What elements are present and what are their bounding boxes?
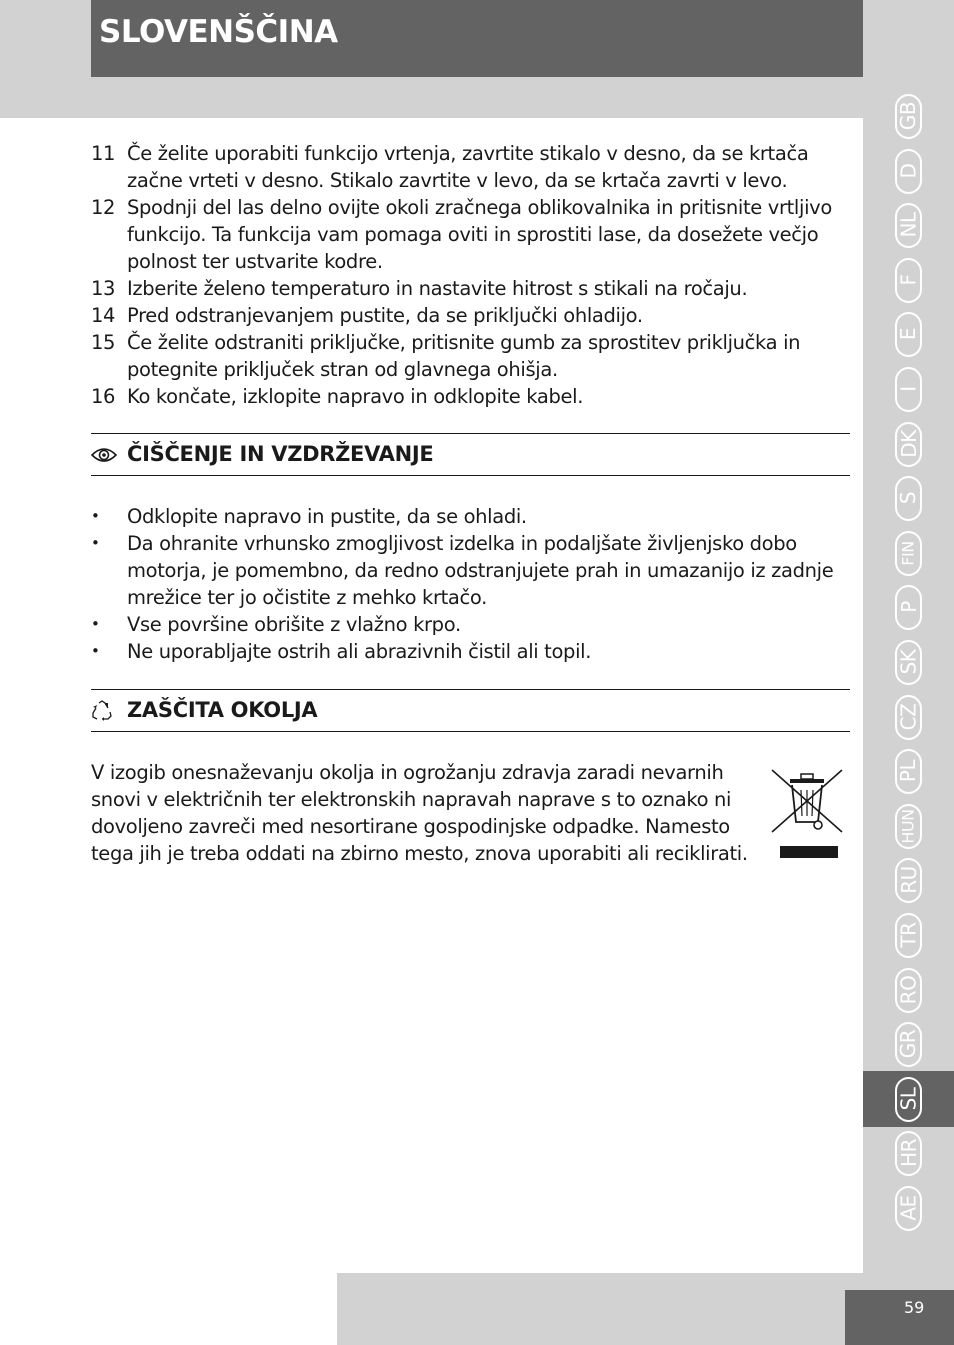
language-tabs bbox=[863, 88, 954, 1248]
tab-sl[interactable] bbox=[863, 1071, 954, 1127]
tab-tr[interactable] bbox=[863, 907, 954, 963]
tab-gb[interactable] bbox=[863, 88, 954, 144]
tab-circle bbox=[895, 968, 922, 1013]
environment-section-heading bbox=[91, 689, 850, 732]
tab-cz[interactable] bbox=[863, 689, 954, 745]
tab-label: NL bbox=[896, 212, 921, 238]
tab-circle bbox=[895, 1022, 922, 1067]
step-item bbox=[91, 194, 850, 275]
step-number: 12 bbox=[91, 196, 116, 219]
tab-circle bbox=[895, 1077, 922, 1122]
eye-icon bbox=[91, 444, 117, 466]
step-item bbox=[91, 383, 850, 410]
page-title: SLOVENŠČINA bbox=[99, 14, 338, 50]
cleaning-item: • Ne uporabljajte ostrih ali abrazivnih čistil ali topil. bbox=[91, 638, 850, 665]
tab-label: PL bbox=[896, 759, 921, 783]
tab-gr[interactable] bbox=[863, 1016, 954, 1072]
tab-label: F bbox=[896, 274, 921, 286]
cleaning-list bbox=[91, 503, 850, 665]
tab-sk[interactable] bbox=[863, 634, 954, 690]
tab-label: CZ bbox=[896, 703, 921, 731]
tab-label: RO bbox=[896, 975, 921, 1005]
step-text: Spodnji del las delno ovijte okoli zračnega oblikovalnika in pritisnite vrtljivo funkcijo. Ta funkcija vam pomaga oviti in sprostiti lase, da dosežete večjo polnost ter ustvarite kodre. bbox=[127, 196, 832, 273]
recycle-icon bbox=[91, 700, 117, 722]
tab-fin[interactable] bbox=[863, 525, 954, 581]
step-text: Pred odstranjevanjem pustite, da se priključki ohladijo. bbox=[127, 304, 643, 327]
step-text: Če želite uporabiti funkcijo vrtenja, zavrtite stikalo v desno, da se krtača začne vrteti v desno. Stikalo zavrtite v levo, da se krtača zavrti v levo. bbox=[127, 142, 809, 192]
tab-label: GR bbox=[896, 1029, 921, 1059]
step-number: 13 bbox=[91, 277, 116, 300]
page-number-box bbox=[845, 1290, 954, 1345]
page-number: 59 bbox=[904, 1298, 925, 1317]
main-content bbox=[91, 140, 850, 867]
step-text: Izberite želeno temperaturo in nastavite hitrost s stikali na ročaju. bbox=[127, 277, 748, 300]
cleaning-item: • Vse površine obrišite z vlažno krpo. bbox=[91, 611, 850, 638]
tab-dk[interactable] bbox=[863, 416, 954, 472]
tab-label: GB bbox=[896, 101, 921, 131]
cleaning-section-heading bbox=[91, 433, 850, 476]
step-item bbox=[91, 275, 850, 302]
tab-circle bbox=[895, 640, 922, 685]
tab-label: FIN bbox=[899, 540, 919, 566]
tab-circle bbox=[895, 585, 922, 630]
tab-ro[interactable] bbox=[863, 962, 954, 1018]
tab-circle bbox=[895, 203, 922, 248]
tab-pl[interactable] bbox=[863, 743, 954, 799]
tab-label: DK bbox=[896, 430, 921, 458]
cleaning-title: ČIŠČENJE IN VZDRŽEVANJE bbox=[127, 442, 434, 466]
tab-ru[interactable] bbox=[863, 852, 954, 908]
step-text: Če želite odstraniti priključke, pritisnite gumb za sprostitev priključka in potegnite priključek stran od glavnega ohišja. bbox=[127, 331, 801, 381]
footer-white-area bbox=[0, 1273, 337, 1345]
environment-title: ZAŠČITA OKOLJA bbox=[127, 698, 318, 722]
step-number: 16 bbox=[91, 385, 116, 408]
tab-label: I bbox=[896, 386, 921, 392]
steps-list bbox=[91, 140, 850, 410]
tab-label: S bbox=[896, 491, 921, 505]
tab-label: D bbox=[896, 163, 921, 179]
tab-circle bbox=[895, 695, 922, 740]
tab-p[interactable] bbox=[863, 579, 954, 635]
tab-circle bbox=[895, 149, 922, 194]
tab-label: SL bbox=[896, 1087, 921, 1111]
tab-circle bbox=[895, 476, 922, 521]
tab-circle bbox=[895, 913, 922, 958]
tab-e[interactable] bbox=[863, 306, 954, 362]
cleaning-item: • Odklopite napravo in pustite, da se ohladi. bbox=[91, 503, 850, 530]
tab-i[interactable] bbox=[863, 361, 954, 417]
tab-circle bbox=[895, 1186, 922, 1231]
tab-label: HR bbox=[896, 1139, 921, 1167]
tab-label: SK bbox=[896, 649, 921, 675]
tab-circle bbox=[895, 94, 922, 139]
tab-hun[interactable] bbox=[863, 798, 954, 854]
tab-label: HUN bbox=[899, 808, 918, 844]
tab-ae[interactable] bbox=[863, 1180, 954, 1236]
tab-f[interactable] bbox=[863, 252, 954, 308]
tab-label: P bbox=[896, 601, 921, 613]
step-text: Ko končate, izklopite napravo in odklopite kabel. bbox=[127, 385, 584, 408]
step-item bbox=[91, 329, 850, 383]
tab-d[interactable] bbox=[863, 143, 954, 199]
tab-label: E bbox=[896, 327, 921, 341]
step-number: 15 bbox=[91, 331, 116, 354]
tab-circle bbox=[895, 1131, 922, 1176]
tab-label: TR bbox=[896, 922, 921, 948]
tab-circle bbox=[895, 312, 922, 357]
cleaning-item: • Da ohranite vrhunsko zmogljivost izdelka in podaljšate življenjsko dobo motorja, je pomembno, da redno odstranjujete prah in umazanijo iz zadnje mrežice ter jo očistite z mehko krtačo. bbox=[91, 530, 850, 611]
step-item bbox=[91, 302, 850, 329]
step-number: 14 bbox=[91, 304, 116, 327]
tab-circle bbox=[895, 367, 922, 412]
tab-s[interactable] bbox=[863, 470, 954, 526]
tab-label: RU bbox=[896, 866, 921, 894]
header-bar bbox=[91, 0, 863, 77]
tab-circle bbox=[895, 804, 922, 849]
crossed-out-wheelie-bin-icon bbox=[770, 766, 844, 860]
tab-circle bbox=[895, 422, 922, 467]
step-item bbox=[91, 140, 850, 194]
environment-text: V izogib onesnaževanju okolja in ogrožanju zdravja zaradi nevarnih snovi v električnih ter elektronskih napravah naprave s to oznako ni dovoljeno zavreči med nesortirane gospodinjske odpadke. Namesto tega jih je treba oddati na zbirno mesto, znova uporabiti ali reciklirati. bbox=[91, 761, 748, 865]
tab-label: AE bbox=[896, 1195, 921, 1221]
tab-circle bbox=[895, 858, 922, 903]
step-number: 11 bbox=[91, 142, 116, 165]
tab-circle bbox=[895, 749, 922, 794]
tab-circle bbox=[895, 258, 922, 303]
tab-hr[interactable] bbox=[863, 1125, 954, 1181]
tab-circle bbox=[895, 531, 922, 576]
tab-nl[interactable] bbox=[863, 197, 954, 253]
